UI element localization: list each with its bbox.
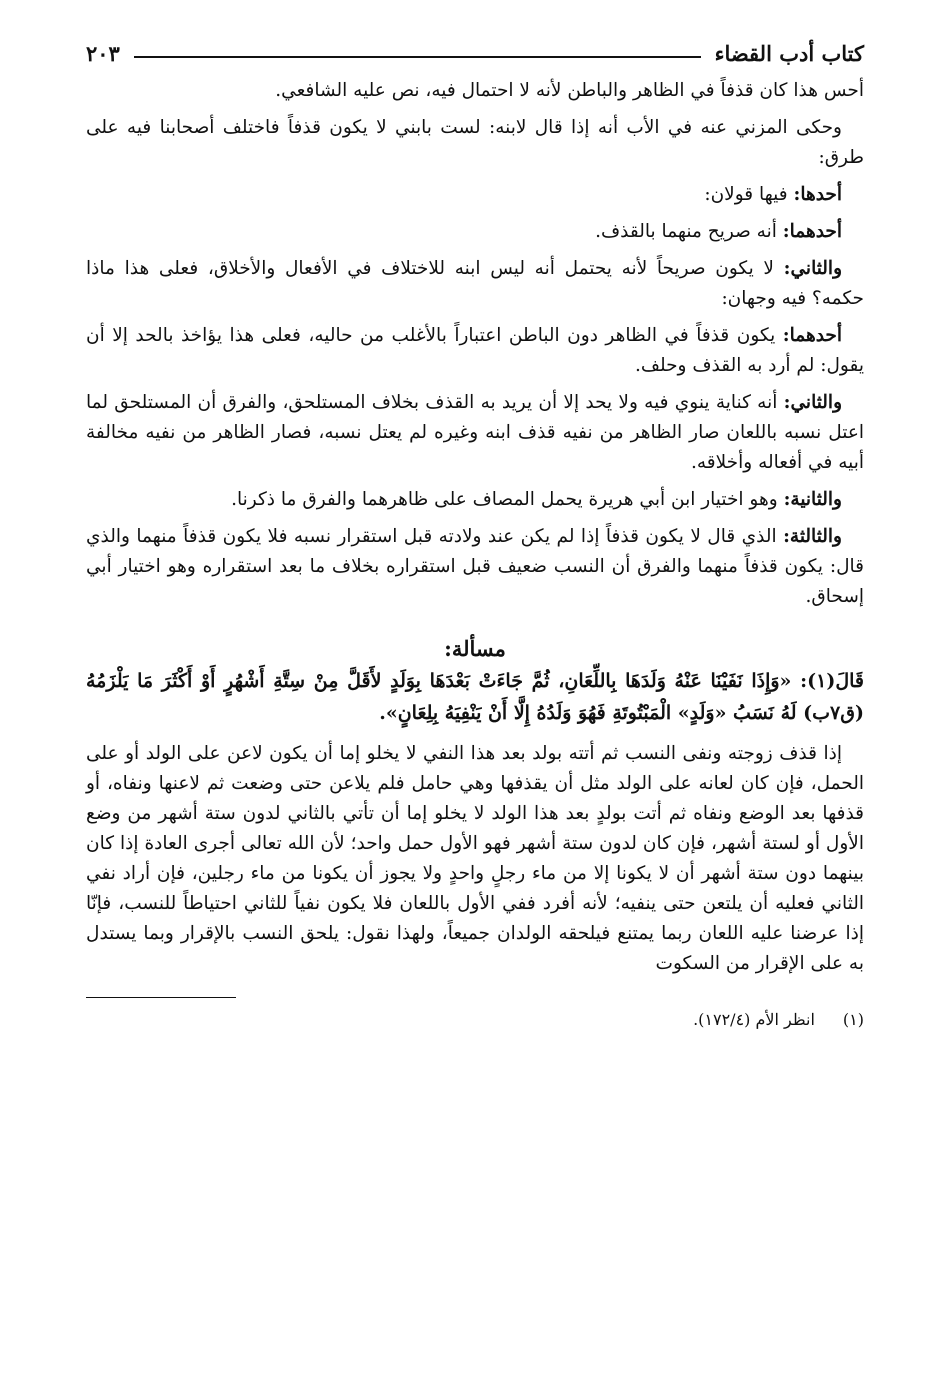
header-rule	[134, 56, 701, 58]
paragraph-text: وهو اختيار ابن أبي هريرة يحمل المصاف على ظاهرهما والفرق ما ذكرنا.	[231, 489, 778, 510]
paragraph-lead: والثاني:	[783, 258, 842, 279]
footnote-marker: (١)	[842, 1010, 864, 1029]
page-body	[86, 76, 864, 1032]
paragraph-lead: والثالثة:	[783, 526, 842, 547]
paragraph-text: يكون قذفاً في الظاهر دون الباطن اعتباراً بالأغلب من حاليه، فعلى هذا يؤاخذ بالحد إلا أن يقول: لم أرد به القذف وحلف.	[86, 325, 864, 376]
paragraph-text: الذي قال لا يكون قذفاً إذا لم يكن عند ولادته قبل استقرار نسبه فلا يكون قذفاً منهما والذي قال: يكون قذفاً منهما والفرق أن النسب ضعيف قبل استقراره بخلاف ما بعد استقراره وهو اختيار أبي إسحاق.	[86, 526, 864, 607]
paragraph	[86, 485, 864, 515]
paragraph	[86, 76, 864, 106]
paragraph	[86, 180, 864, 210]
footnote	[86, 1008, 864, 1032]
paragraph-text: أنه صريح منهما بالقذف.	[595, 221, 777, 242]
paragraph-lead: أحدها:	[793, 184, 842, 205]
paragraph-lead: أحدهما:	[782, 325, 842, 346]
paragraph	[86, 217, 864, 247]
paragraph-text: أنه كناية ينوي فيه ولا يحد إلا أن يريد به القذف بخلاف المستلحق، والفرق أن المستلحق لما اعتل نسبه باللعان صار الظاهر من نفيه قذف ابنه وغيره لم يعتل نسبه، فصار الظاهر من نفيه مخالفة أبيه في أفعاله وأخلاقه.	[86, 392, 864, 473]
section-body: إذا قذف زوجته ونفى النسب ثم أتته بولد بعد هذا النفي لا يخلو إما أن يكون لاعن على الولد أو على الحمل، فإن كان لعانه على الولد مثل أن يقذفها وهي حامل فلم يلاعن حتى وضعت ثم لاعنها ونفاه، أو قذفها بعد الوضع ونفاه ثم أتت بولدٍ بعد هذا الولد لا يخلو إما أن تأتي بالثاني لدون ستة أشهر من وضع الأول أو لستة أشهر، فإن كان لدون ستة أشهر فهو الأول حمل واحد؛ لأن الله تعالى أجرى العادة إذا كان بينهما دون ستة أشهر أن لا يكونا إلا من ماء رجلٍ واحدٍ ولا يجوز أن يكونا من ماء رجلين، فإن أراد نفي الثاني فعليه أن يلتعن حتى ينفيه؛ لأنه أفرد ففي الأول باللعان فلا يكون نفياً للثاني احتياطاً للنسب، فإنّا إذا عرضنا عليه اللعان ربما يمتنع فيلحقه الولدان جميعاً، ولهذا نقول: يلحق النسب بالإقرار وبما يستدل به على الإقرار من السكوت	[86, 743, 864, 974]
paragraph-text: وحكى المزني عنه في الأب أنه إذا قال لابنه: لست بابني لا يكون قذفاً فاختلف أصحابنا فيه على طرق:	[86, 117, 864, 168]
running-head	[86, 30, 864, 66]
paragraph	[86, 113, 864, 173]
paragraph	[86, 321, 864, 381]
book-page	[86, 30, 864, 1350]
paragraph-text: فيها قولان:	[704, 184, 788, 205]
running-title: كتاب أدب القضاء	[714, 41, 864, 66]
paragraph-lead: أحدهما:	[782, 221, 842, 242]
paragraph	[86, 388, 864, 478]
section-title: مسألة:	[444, 636, 506, 661]
footnote-text: انظر الأم (١٧٢/٤).	[693, 1010, 815, 1029]
page-number: ٢٠٣	[86, 41, 120, 66]
paragraph-lead: والثاني:	[783, 392, 842, 413]
paragraph	[86, 254, 864, 314]
footnote-rule	[86, 997, 236, 998]
paragraph-text: لا يكون صريحاً لأنه يحتمل أنه ليس ابنه للاختلاف في الأفعال والأخلاق، فعلى هذا ماذا حكمه؟ فيه وجهان:	[86, 258, 864, 309]
quoted-text: قَالَ(١): «وَإِذَا نَفَيْنَا عَنْهُ وَلَدَهَا بِاللِّعَانِ، ثُمَّ جَاءَتْ بَعْدَهَا بِوَلَدٍ لأَقَلَّ مِنْ سِتَّةِ أَشْهُرٍ أَوْ أَكْثَرَ مَا يَلْزَمُهُ (ق٧ب) لَهُ نَسَبُ «وَلَدٍ» الْمَبْتُوتَةِ فَهُوَ وَلَدُهُ إِلَّا أَنْ يَنْفِيَهُ بِلِعَانٍ».	[86, 670, 864, 724]
paragraph	[86, 522, 864, 612]
paragraph-text: أحس هذا كان قذفاً في الظاهر والباطن لأنه لا احتمال فيه، نص عليه الشافعي.	[275, 80, 864, 101]
paragraph-lead: والثانية:	[783, 489, 842, 510]
